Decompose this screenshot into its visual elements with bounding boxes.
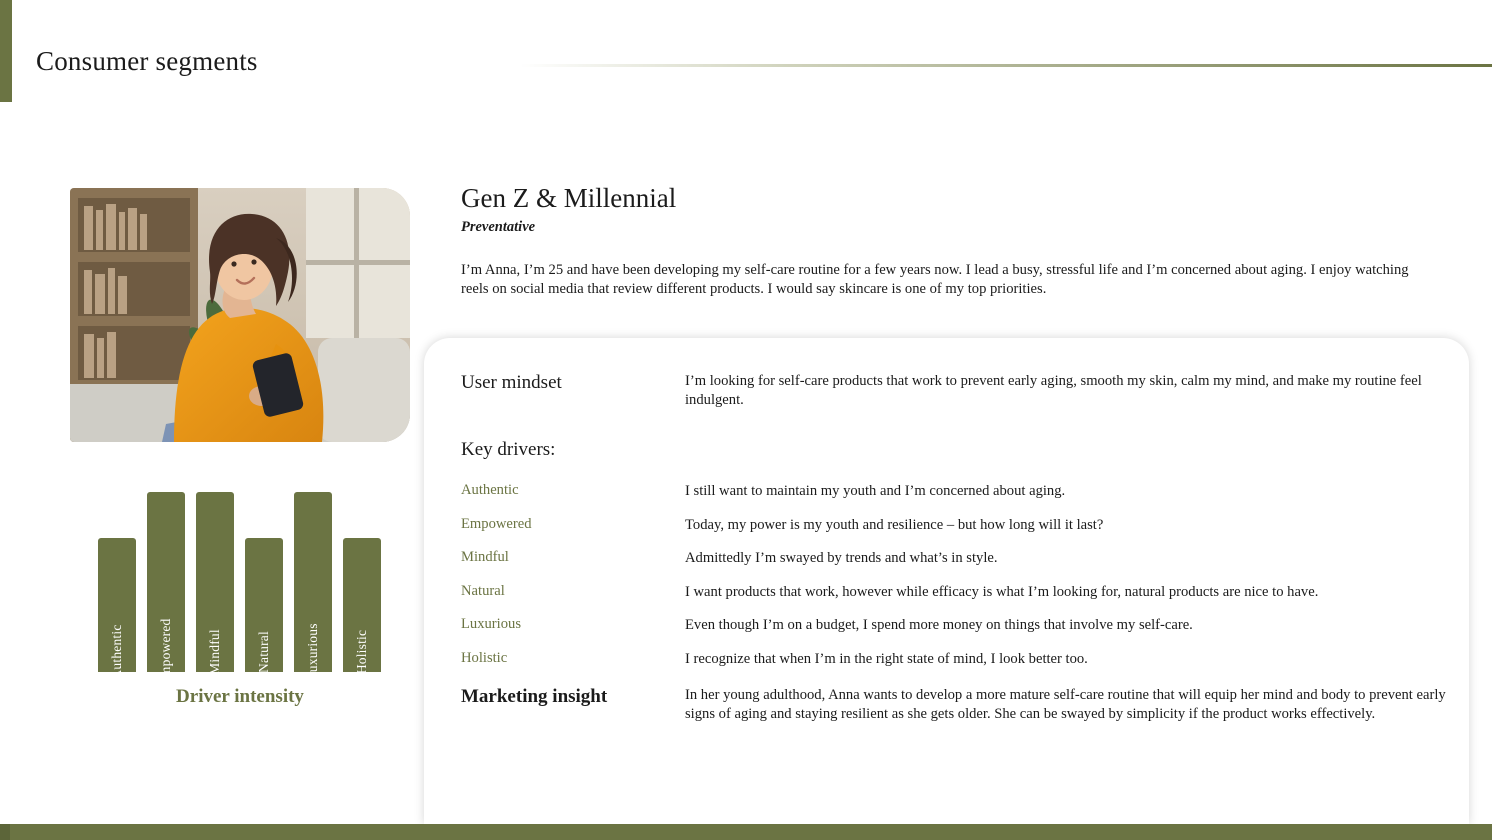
bottom-accent-bar [0,824,1492,840]
key-drivers-heading: Key drivers: [461,439,556,460]
driver-text: Today, my power is my youth and resilience – but how long will it last? [685,517,1104,533]
user-mindset-row [461,372,1451,411]
chart-bar-label: Holistic [354,629,369,675]
persona-name: Gen Z & Millennial [461,183,677,213]
driver-row [461,583,1451,602]
chart-bar-label: Authentic [109,624,124,680]
driver-text: Even though I’m on a budget, I spend more money on things that involve my self-care. [685,617,1193,633]
driver-text: Admittedly I’m swayed by trends and what’s in style. [685,550,998,566]
chart-bar [245,538,283,672]
driver-text: I still want to maintain my youth and I’m concerned about aging. [685,483,1066,499]
page-title: Consumer segments [36,46,258,76]
driver-label: Luxurious [461,616,521,632]
driver-label: Natural [461,583,505,599]
user-mindset-label: User mindset [461,372,562,393]
persona-photo [70,188,410,442]
driver-label: Mindful [461,549,509,565]
chart-bar-label: Mindful [207,629,222,675]
header-divider [520,64,1492,67]
driver-text: I recognize that when I’m in the right state of mind, I look better too. [685,651,1088,667]
chart-bar-label: Empowered [158,618,173,686]
driver-row [461,650,1451,669]
chart-caption: Driver intensity [176,686,304,707]
user-mindset-text: I’m looking for self-care products that work to prevent early aging, smooth my skin, calm my mind, and make my routine feel indulgent. [685,373,1422,409]
driver-intensity-chart [98,492,382,686]
driver-row [461,616,1451,635]
left-accent-bar [0,0,12,102]
chart-bar [294,492,332,681]
photo-illustration [70,188,410,442]
detail-card-inner [424,338,1469,824]
chart-bar [147,492,185,686]
marketing-insight-text: In her young adulthood, Anna wants to develop a more mature self-care routine that will equip her mind and body to prevent early signs of aging and staying resilient as she gets older. She can be swayed by simplicity if the product works effectively. [685,687,1446,723]
chart-bar [98,538,136,680]
chart-bar [196,492,234,675]
driver-row [461,482,1451,501]
driver-label: Empowered [461,516,532,532]
driver-row [461,549,1451,568]
driver-row [461,516,1451,535]
detail-card [424,338,1469,824]
chart-bar-label: Natural [256,631,271,673]
chart-bar [343,538,381,675]
persona-subtitle: Preventative [461,219,536,235]
marketing-insight-row [461,686,1451,725]
driver-text: I want products that work, however while efficacy is what I’m looking for, natural products are nice to have. [685,584,1319,600]
driver-label: Holistic [461,650,508,666]
driver-label: Authentic [461,482,519,498]
chart-bar-label: Luxurious [305,623,320,681]
bottom-accent-bar-corner [0,824,10,840]
persona-quote: I’m Anna, I’m 25 and have been developing my self-care routine for a few years now. I lead a busy, stressful life and I’m concerned about aging. I enjoy watching reels on social media that review different products. I would say skincare is one of my top priorities. [461,262,1409,298]
marketing-insight-label: Marketing insight [461,686,608,707]
